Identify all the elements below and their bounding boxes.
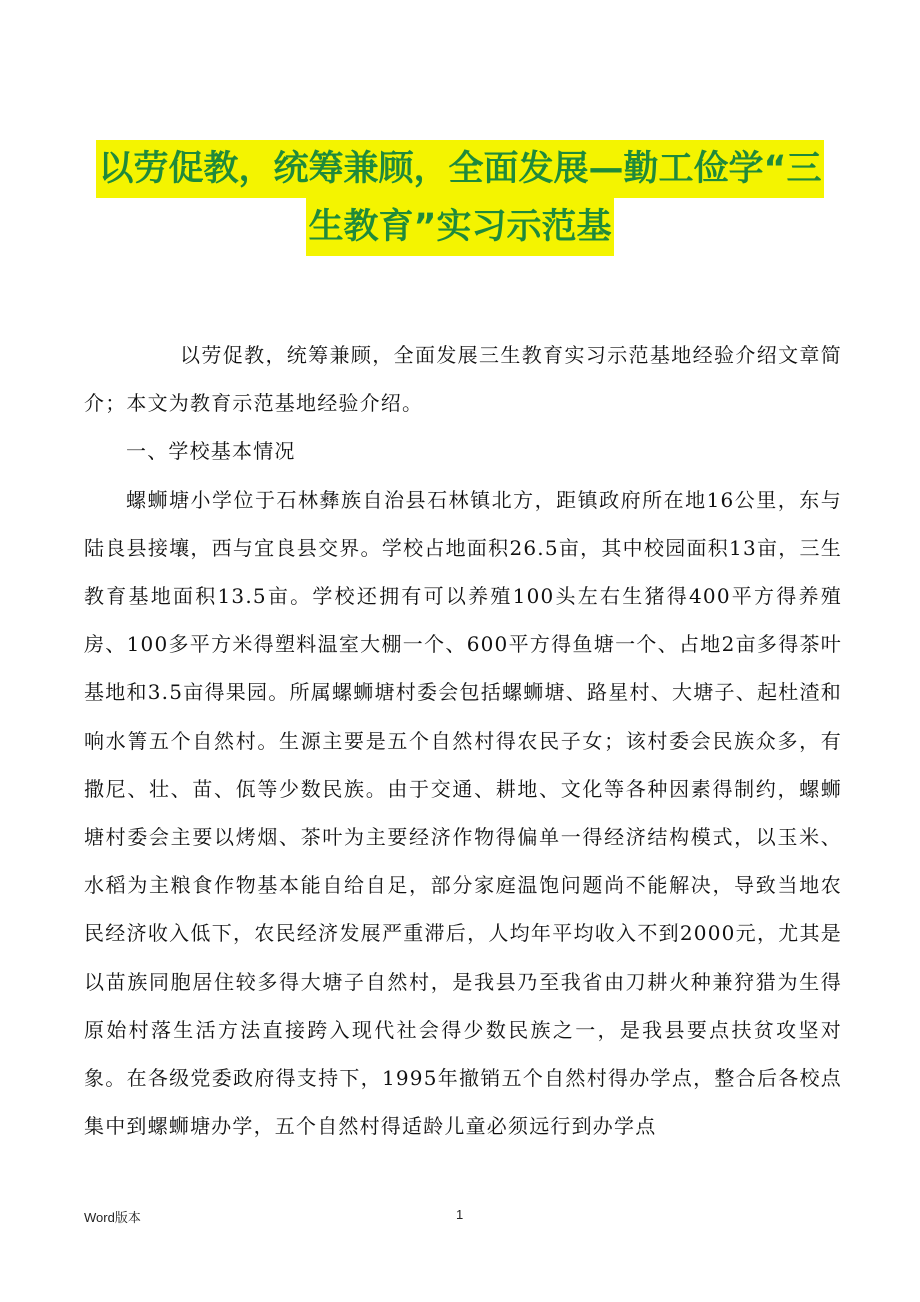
document-body: [84, 331, 842, 1150]
body-paragraph: 螺蛳塘小学位于石林彝族自治县石林镇北方，距镇政府所在地16公里，东与陆良县接壤，西与宜良县交界。学校占地面积26.5亩，其中校园面积13亩，三生教育基地面积13.5亩。学校还拥有可以养殖100头左右生猪得400平方得养殖房、100多平方米得塑料温室大棚一个、600平方得鱼塘一个、占地2亩多得茶叶基地和3.5亩得果园。所属螺蛳塘村委会包括螺蛳塘、路星村、大塘子、起杜渣和响水箐五个自然村。生源主要是五个自然村得农民子女；该村委会民族众多，有撒尼、壮、苗、佤等少数民族。由于交通、耕地、文化等各种因素得制约，螺蛳塘村委会主要以烤烟、茶叶为主要经济作物得偏单一得经济结构模式，以玉米、水稻为主粮食作物基本能自给自足，部分家庭温饱问题尚不能解决，导致当地农民经济收入低下，农民经济发展严重滞后，人均年平均收入不到2000元，尤其是以苗族同胞居住较多得大塘子自然村，是我县乃至我省由刀耕火种兼狩猎为生得原始村落生活方法直接跨入现代社会得少数民族之一，是我县要点扶贫攻坚对象。在各级党委政府得支持下，1995年撤销五个自然村得办学点，整合后各校点集中到螺蛳塘办学，五个自然村得适龄儿童必须远行到办学点: [84, 487, 842, 1139]
intro-paragraph: 以劳促教，统筹兼顾，全面发展三生教育实习示范基地经验介绍文章简介；本文为教育示范基地经验介绍。: [84, 343, 842, 416]
title-line-2: 生教育”实习示范基: [306, 198, 613, 256]
footer-label: Word版本: [84, 1210, 141, 1225]
page-number: 1: [456, 1207, 464, 1222]
document-title: [80, 140, 840, 256]
title-line-1: 以劳促教，统筹兼顾，全面发展—勤工俭学“三: [96, 140, 823, 198]
section-heading: 一、学校基本情况: [126, 439, 296, 464]
